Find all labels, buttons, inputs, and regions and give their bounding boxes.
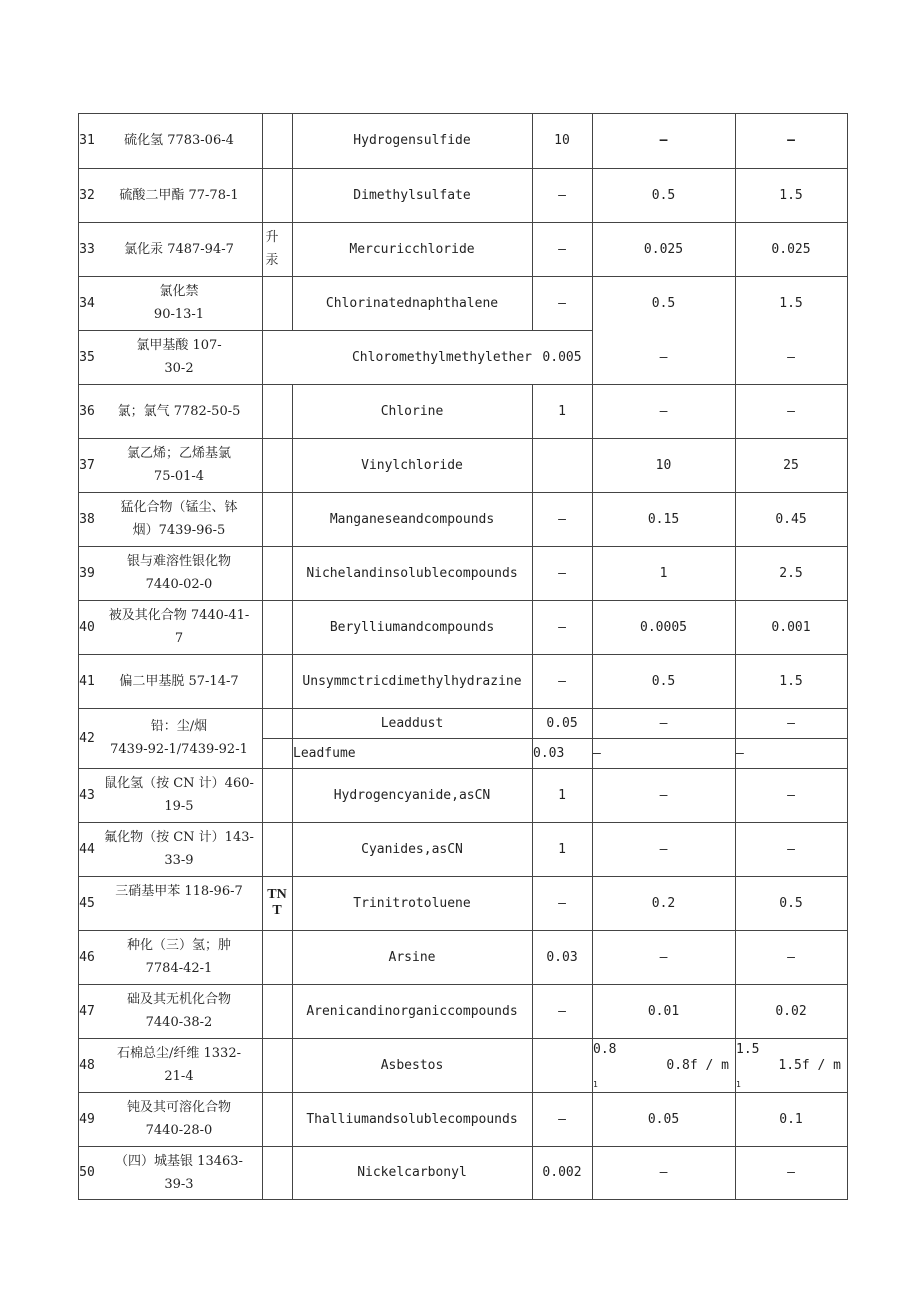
english-name: Chlorine <box>380 403 444 419</box>
stel-footnote: 1 <box>736 1080 741 1089</box>
alias-mark: 升 汞 <box>265 230 279 268</box>
english-name: Dimethylsulfate <box>353 187 471 203</box>
stel-value: 0.001 <box>771 619 811 635</box>
twa-value: — <box>659 1165 668 1180</box>
stel-value: — <box>787 787 795 803</box>
english-name: Hydrogensulfide <box>353 133 471 148</box>
mac-value: 0.002 <box>542 1165 582 1180</box>
substance-name: 氯甲基酸 107- 30-2 <box>136 338 222 376</box>
row-number: 32 <box>79 187 95 203</box>
mac-value: — <box>558 565 566 581</box>
stel-value: — <box>787 133 795 148</box>
mac-value: — <box>558 187 566 203</box>
twa-value: 1 <box>659 565 668 581</box>
twa-value: — <box>659 403 668 419</box>
stel-value: 25 <box>783 457 799 473</box>
english-name: Leaddust <box>380 715 444 731</box>
stel-value: 0.1 <box>779 1111 803 1127</box>
twa-value: 0.01 <box>647 1003 680 1019</box>
stel-value: 0.025 <box>771 241 811 257</box>
row-number: 40 <box>79 619 95 635</box>
row-number: 35 <box>79 349 95 365</box>
english-name: Trinitrotoluene <box>353 895 471 911</box>
row-number: 37 <box>79 457 95 473</box>
twa-value: — <box>659 349 668 365</box>
english-name: Unsymmctricdimethylhydrazine <box>302 673 522 689</box>
twa-value: — <box>593 745 601 761</box>
row-number: 49 <box>79 1111 95 1127</box>
substance-name: 猛化合物（锰尘、钵 烟）7439-96-5 <box>120 500 238 538</box>
row-number: 47 <box>79 1003 95 1019</box>
twa-value: 10 <box>655 457 672 473</box>
substance-name: 银与难溶性银化物 7440-02-0 <box>126 554 231 592</box>
row-number: 36 <box>79 403 95 419</box>
twa-value: 0.15 <box>647 511 680 527</box>
alias-mark: TN T <box>267 887 287 918</box>
mac-value <box>532 438 592 492</box>
twa-value: 0.025 <box>643 241 684 257</box>
stel-value: — <box>787 403 795 419</box>
substance-name: 钝及其可溶化合物 7440-28-0 <box>126 1100 231 1138</box>
mac-value: 1 <box>558 787 566 803</box>
substance-name: 鼠化氢（按 CN 计）460- 19-5 <box>104 776 254 814</box>
twa-fiber-value: 0.8f / m <box>666 1057 729 1073</box>
exposure-limits-table <box>78 113 848 1200</box>
stel-value: 0.02 <box>775 1003 807 1019</box>
english-name: Manganeseandcompounds <box>329 511 495 527</box>
mac-value: — <box>558 673 566 689</box>
english-name: Thalliumandsolublecompounds <box>306 1111 518 1127</box>
row-number: 43 <box>79 787 95 803</box>
substance-name: 硫化氢 7783-06-4 <box>124 133 234 148</box>
mac-value: 1 <box>558 841 566 857</box>
mac-value: — <box>558 511 566 527</box>
substance-name: 氯乙烯；乙烯基氯 75-01-4 <box>126 446 231 484</box>
stel-value: — <box>787 1165 795 1180</box>
row-number: 31 <box>79 133 95 148</box>
stel-value: 2.5 <box>779 565 803 581</box>
mac-value: — <box>558 619 566 635</box>
twa-value: 0.5 <box>651 187 676 203</box>
row-number: 45 <box>79 895 95 911</box>
col-divider <box>262 113 263 1200</box>
stel-value: — <box>736 745 744 761</box>
english-name: Chlorinatednaphthalene <box>325 295 499 311</box>
substance-name: 硫酸二甲酯 77-78-1 <box>119 187 239 203</box>
mac-value: 1 <box>558 403 566 419</box>
substance-name: 氟化物（按 CN 计）143- 33-9 <box>104 830 254 868</box>
stel-value: 0.5 <box>779 895 803 911</box>
substance-name: 铅：尘/烟 7439-92-1/7439-92-1 <box>110 719 248 757</box>
row-divider <box>78 1199 848 1200</box>
english-name: Arsine <box>388 949 436 965</box>
col-divider <box>847 113 848 1200</box>
row-number: 38 <box>79 511 95 527</box>
row-number: 41 <box>79 673 95 689</box>
twa-footnote: 1 <box>593 1080 598 1089</box>
twa-value: — <box>659 787 668 803</box>
row-number: 50 <box>79 1165 95 1180</box>
row-number: 44 <box>79 841 95 857</box>
mac-value: 0.005 <box>542 349 582 365</box>
english-name: Nickelcarbonyl <box>357 1165 467 1180</box>
substance-name: 偏二甲基脱 57-14-7 <box>119 673 239 689</box>
substance-name: （四）城基银 13463- 39-3 <box>115 1153 243 1192</box>
row-number: 39 <box>79 565 95 581</box>
mac-value: — <box>558 1003 566 1019</box>
substance-name: 种化（三）氢；肿 7784-42-1 <box>126 938 231 976</box>
twa-value: 0.2 <box>651 895 676 911</box>
stel-value: 1.5 <box>779 673 803 689</box>
stel-value: 0.45 <box>775 511 807 527</box>
english-name: Leadfume <box>293 745 356 761</box>
english-name: Vinylchloride <box>361 457 463 473</box>
row-number: 46 <box>79 949 95 965</box>
twa-value: — <box>659 841 668 857</box>
english-name: Asbestos <box>380 1057 444 1073</box>
twa-value: — <box>659 949 668 965</box>
mac-value: — <box>558 295 566 311</box>
english-name: Hydrogencyanide,asCN <box>333 787 491 803</box>
substance-name: 石棉总尘/纤维 1332- 21-4 <box>117 1046 241 1084</box>
mac-value: 0.03 <box>533 745 565 761</box>
row-number: 34 <box>79 295 95 311</box>
english-name: Nichelandinsolublecompounds <box>306 565 518 581</box>
english-name: Berylliumandcompounds <box>329 619 495 635</box>
twa-value: — <box>659 133 668 148</box>
stel-value: — <box>787 349 795 365</box>
english-name: Cyanides,asCN <box>361 841 463 857</box>
mac-value <box>532 1038 592 1092</box>
mac-value: 0.03 <box>546 949 578 965</box>
stel-value: — <box>787 715 795 731</box>
english-name: Arenicandinorganiccompounds <box>306 1003 518 1019</box>
twa-value: 0.5 <box>651 295 676 311</box>
substance-name: 氯；氯气 7782-50-5 <box>117 403 241 419</box>
twa-value: 0.0005 <box>640 619 687 635</box>
substance-name: 三硝基甲苯 118-96-7 <box>115 884 243 899</box>
stel-value: — <box>787 841 795 857</box>
mac-value: — <box>558 895 566 911</box>
english-name: Chloromethylmethylether <box>351 349 532 365</box>
mac-value: — <box>558 241 566 257</box>
stel-fiber-value: 1.5f / m <box>778 1057 841 1073</box>
row-number: 33 <box>79 241 95 257</box>
mac-value: 0.05 <box>546 715 578 731</box>
stel-value: 1.5 <box>736 1041 760 1057</box>
twa-value: 0.8 <box>593 1041 617 1057</box>
stel-value: 1.5 <box>779 295 803 311</box>
row-number: 48 <box>79 1057 95 1073</box>
twa-value: — <box>659 715 668 731</box>
twa-value: 0.05 <box>647 1111 680 1127</box>
row-number: 42 <box>79 730 95 746</box>
mac-value: 10 <box>554 133 570 148</box>
stel-value: 1.5 <box>779 187 803 203</box>
substance-name: 氯化汞 7487-94-7 <box>124 241 234 257</box>
stel-value: — <box>787 949 795 965</box>
twa-value: 0.5 <box>651 673 676 689</box>
mac-value: — <box>558 1111 566 1127</box>
substance-name: 被及其化合物 7440-41- 7 <box>108 608 250 646</box>
english-name: Mercuricchloride <box>349 241 475 257</box>
substance-name: 础及其无机化合物 7440-38-2 <box>126 992 231 1030</box>
substance-name: 氯化禁 90-13-1 <box>153 284 205 322</box>
